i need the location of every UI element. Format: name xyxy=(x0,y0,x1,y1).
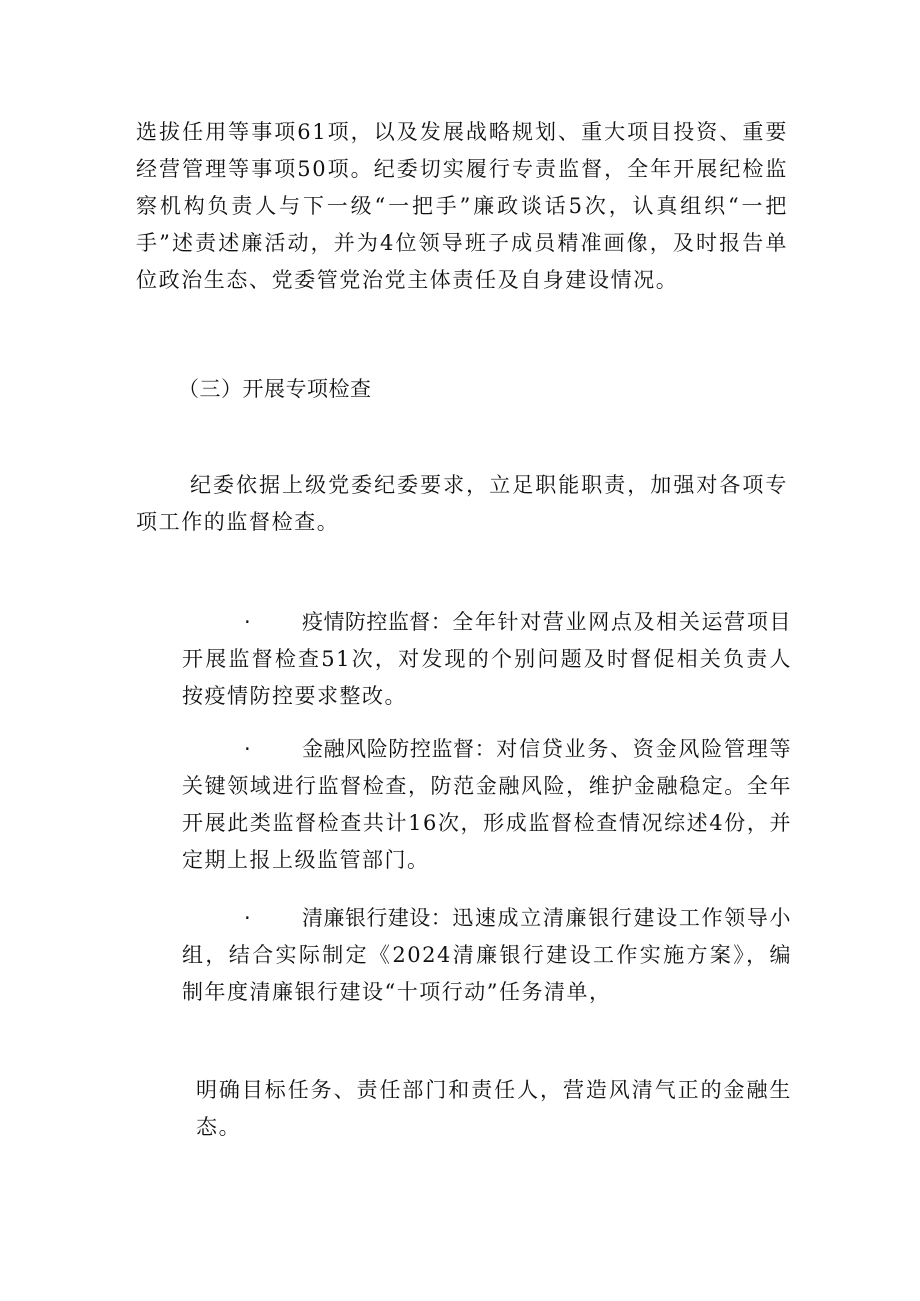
bullet-body: 对信贷业务、资金风险管理等关键领域进行监督检查，防范金融风险，维护金融稳定。全年开展此类监督检查共计16次，形成监督检查情况综述4份，并定期上报上级监管部门。 xyxy=(182,737,792,872)
paragraph-intro: 纪委依据上级党委纪委要求，立足职能职责，加强对各项专项工作的监督检查。 xyxy=(136,473,788,534)
bullet-marker: · xyxy=(244,906,253,930)
bullet-marker: · xyxy=(244,610,253,634)
bullet-label: 金融风险防控监督： xyxy=(302,737,497,761)
bullet-text xyxy=(182,900,792,1011)
section-heading: （三）开展专项检查 xyxy=(178,377,372,401)
bullet-body: 全年针对营业网点及相关运营项目开展监督检查51次，对发现的个别问题及时督促相关负责人按疫情防控要求整改。 xyxy=(182,610,792,708)
bullet-label: 疫情防控监督： xyxy=(302,610,453,634)
paragraph-continued: 选拔任用等事项61项，以及发展战略规划、重大项目投资、重要经营管理等事项50项。纪委切实履行专责监督，全年开展纪检监察机构负责人与下一级“一把手”廉政谈话5次，认真组织“一把手”述责述廉活动，并为4位领导班子成员精准画像，及时报告单位政治生态、党委管党治党主体责任及自身建设情况。 xyxy=(136,120,788,292)
bullet-item-epidemic xyxy=(182,604,792,715)
bullet-body: 迅速成立清廉银行建设工作领导小组，结合实际制定《2024清廉银行建设工作实施方案》，编制年度清廉银行建设“十项行动”任务清单， xyxy=(182,906,792,1004)
bullet-label: 清廉银行建设： xyxy=(302,906,453,930)
paragraph-closing: 明确目标任务、责任部门和责任人，营造风清气正的金融生态。 xyxy=(196,1078,792,1139)
bullet-item-clean-bank xyxy=(182,900,792,1011)
bullet-text xyxy=(182,604,792,715)
bullet-marker: · xyxy=(244,737,253,761)
bullet-text xyxy=(182,731,792,879)
bullet-item-financial-risk xyxy=(182,731,792,879)
